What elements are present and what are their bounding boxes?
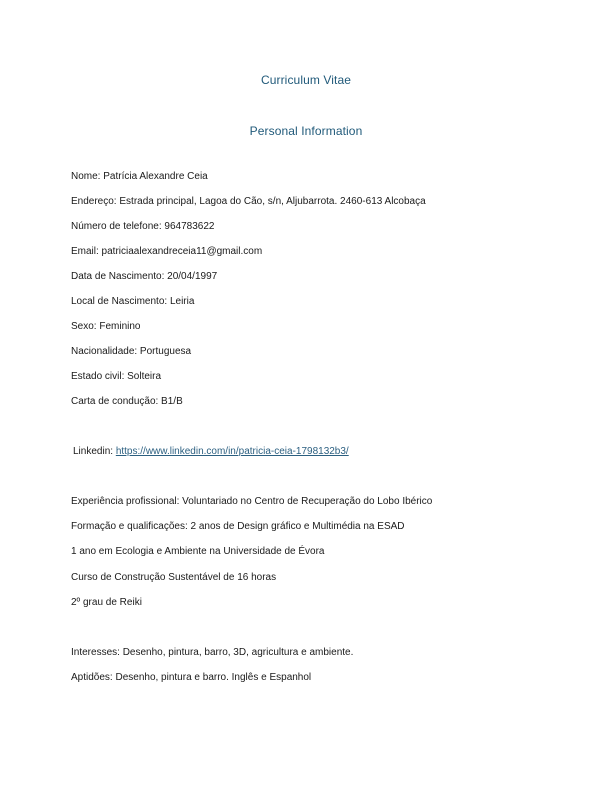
document-title: Curriculum Vitae xyxy=(260,73,352,87)
course-line: Curso de Construção Sustentável de 16 horas xyxy=(71,572,277,583)
phone-line: Número de telefone: 964783622 xyxy=(71,221,215,232)
address-line: Endereço: Estrada principal, Lagoa do Cão, s/n, Aljubarrota. 2460-613 Alcobaça xyxy=(71,196,426,207)
nationality-line: Nacionalidade: Portuguesa xyxy=(71,346,192,357)
name-line: Nome: Patrícia Alexandre Ceia xyxy=(71,171,208,182)
linkedin-line xyxy=(73,446,349,458)
qualifications-line: Formação e qualificações: 2 anos de Design gráfico e Multimédia na ESAD xyxy=(71,521,405,532)
section-title-personal-information: Personal Information xyxy=(249,124,363,138)
license-line: Carta de condução: B1/B xyxy=(71,396,183,407)
interests-line: Interesses: Desenho, pintura, barro, 3D, agricultura e ambiente. xyxy=(71,647,354,658)
ecology-line: 1 ano em Ecologia e Ambiente na Universidade de Évora xyxy=(71,546,325,557)
linkedin-link[interactable]: https://www.linkedin.com/in/patricia-ceia-1798132b3/ xyxy=(115,446,349,457)
experience-line: Experiência profissional: Voluntariado no Centro de Recuperação do Lobo Ibérico xyxy=(71,496,433,507)
linkedin-label: Linkedin: xyxy=(73,446,114,457)
birth-date-line: Data de Nascimento: 20/04/1997 xyxy=(71,271,218,282)
reiki-line: 2º grau de Reiki xyxy=(71,597,142,608)
skills-line: Aptidões: Desenho, pintura e barro. Inglês e Espanhol xyxy=(71,672,312,683)
birth-place-line: Local de Nascimento: Leiria xyxy=(71,296,195,307)
sex-line: Sexo: Feminino xyxy=(71,321,141,332)
email-line: Email: patriciaalexandreceia11@gmail.com xyxy=(71,246,263,257)
civil-status-line: Estado civil: Solteira xyxy=(71,371,162,382)
